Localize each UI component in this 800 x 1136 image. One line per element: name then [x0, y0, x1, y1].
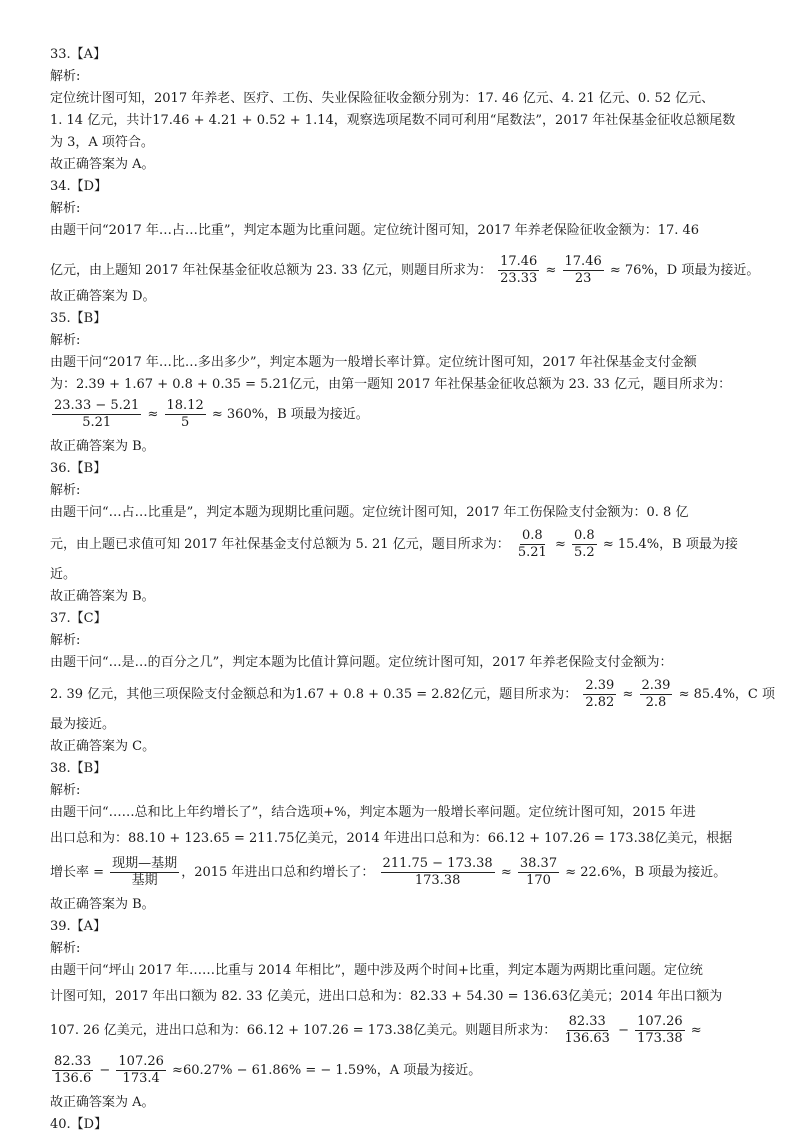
- text-segment: 亿美元；2014 年出口额为: [568, 989, 723, 1004]
- minus-symbol: −: [618, 1023, 629, 1038]
- analysis-text: [50, 824, 750, 854]
- numerator: 23.33 − 5.21: [54, 398, 140, 413]
- analysis-label: 解析:: [50, 633, 81, 648]
- analysis-label: 解析:: [50, 201, 81, 216]
- text-segment: 亿美元，2014 年进出口总和为：: [294, 831, 488, 846]
- math-result: ≈60.27% − 61.86% = − 1.59%: [172, 1063, 377, 1078]
- fraction: [635, 1014, 685, 1047]
- math-expression: 66.12 + 107.26 = 173.38: [246, 1023, 414, 1038]
- text-segment: 出口总和为：: [50, 831, 129, 846]
- fraction: [52, 398, 141, 431]
- analysis-text: [50, 242, 760, 286]
- answer-text: 故正确答案为 B。: [50, 589, 155, 604]
- text-segment: 亿美元。则题目所求为：: [413, 1023, 557, 1038]
- math-expression: 82.33 + 54.30 = 136.63: [409, 989, 569, 1004]
- text-segment: 亿元，题目所求为：: [460, 687, 578, 702]
- answer-text: 故正确答案为 D。: [50, 289, 156, 304]
- analysis-text: [50, 110, 750, 132]
- text-segment: ，2015 年进出口总和约增长了：: [181, 865, 375, 880]
- numerator: 107.26: [637, 1014, 683, 1029]
- text-segment: 2. 39 亿元，其他三项保险支付金额总和为: [50, 687, 296, 702]
- numerator: 2.39: [641, 678, 671, 693]
- analysis-text: 由题干问“…占…比重是”，判定本题为现期比重问题。定位统计图可知，2017 年工伤保险支付金额为：0. 8 亿: [50, 505, 689, 520]
- numerator: 38.37: [519, 856, 558, 871]
- analysis-label: 解析:: [50, 941, 81, 956]
- denominator: 23: [574, 271, 592, 286]
- question-heading: 34.【D】: [50, 179, 108, 194]
- fraction: [498, 254, 539, 287]
- analysis-text: [50, 982, 750, 1012]
- analysis-label: 解析:: [50, 783, 81, 798]
- numerator: 2.39: [585, 678, 615, 693]
- answer-text: 故正确答案为 B。: [50, 439, 155, 454]
- fraction: [562, 1014, 612, 1047]
- text-segment: 为：: [50, 377, 77, 392]
- fraction: [116, 1054, 166, 1087]
- text-segment: ，B 项最为接近。: [264, 407, 369, 422]
- denominator: 2.8: [645, 695, 667, 710]
- denominator: 5.21: [517, 545, 547, 560]
- numerator: 0.8: [573, 528, 595, 543]
- math-expression: 1.67 + 0.8 + 0.35 = 2.82: [295, 687, 461, 702]
- analysis-label: 解析:: [50, 69, 81, 84]
- approx-symbol: ≈: [554, 537, 566, 552]
- text-segment: 计图可知，2017 年出口额为 82. 33 亿美元，进出口总和为：: [50, 989, 410, 1004]
- solution-document: [50, 44, 776, 1136]
- denominator: 23.33: [500, 271, 538, 286]
- math-expression: 66.12 + 107.26 = 173.38: [487, 831, 655, 846]
- denominator: 基期: [131, 873, 158, 888]
- analysis-text: 定位统计图可知，2017 年养老、医疗、工伤、失业保险征收金额分别为：17. 46 亿元、4. 21 亿元、0. 52 亿元、: [50, 91, 715, 106]
- text-segment: ，B 项最为接: [659, 537, 738, 552]
- fraction: [640, 678, 673, 711]
- analysis-text: [50, 1012, 750, 1052]
- question-heading: 38.【B】: [50, 761, 107, 776]
- approx-symbol: ≈: [690, 1023, 702, 1038]
- analysis-label: 解析:: [50, 333, 81, 348]
- denominator: 173.38: [637, 1031, 683, 1046]
- fraction: [572, 528, 597, 561]
- analysis-text: [50, 1052, 750, 1092]
- math-expression: 2.39 + 1.67 + 0.8 + 0.35 = 5.21: [76, 377, 290, 392]
- denominator: 2.82: [585, 695, 615, 710]
- denominator: 173.4: [122, 1071, 160, 1086]
- question-heading: 36.【B】: [50, 461, 107, 476]
- approx-symbol: ≈: [147, 407, 159, 422]
- analysis-text: 由题干问“坪山 2017 年……比重与 2014 年相比”，题中涉及两个时间+比重，判定本题为两期比重问题。定位统: [50, 963, 703, 978]
- denominator: 173.38: [414, 873, 461, 888]
- numerator: 82.33: [54, 1054, 92, 1069]
- analysis-text: [50, 374, 750, 396]
- question-heading: 40.【D】: [50, 1117, 108, 1132]
- question-heading: 37.【C】: [50, 611, 107, 626]
- text-segment: 亿元，由第一题知 2017 年社保基金征收总额为 23. 33 亿元，题目所求为：: [289, 377, 732, 392]
- denominator: 136.6: [54, 1071, 92, 1086]
- answer-text: 故正确答案为 A。: [50, 157, 155, 172]
- numerator: 82.33: [568, 1014, 606, 1029]
- approx-symbol: ≈: [545, 263, 557, 278]
- analysis-text: 由题干问“…是…的百分之几”，判定本题为比值计算问题。定位统计图可知，2017 年养老保险支付金额为：: [50, 655, 673, 670]
- numerator: 现期—基期: [112, 856, 178, 871]
- text-segment: ，D 项最为接近。: [653, 263, 760, 278]
- numerator: 18.12: [166, 398, 204, 413]
- answer-text: 故正确答案为 A。: [50, 1095, 155, 1110]
- denominator: 5: [180, 415, 190, 430]
- math-result: ≈ 76%: [609, 263, 654, 278]
- fraction: [165, 398, 206, 431]
- math-expression: 88.10 + 123.65 = 211.75: [128, 831, 295, 846]
- fraction: [110, 856, 179, 889]
- denominator: 170: [526, 873, 551, 888]
- numerator: 211.75 − 173.38: [382, 856, 493, 871]
- growth-rate-label: 增长率 =: [50, 865, 105, 880]
- answer-text: 故正确答案为 B。: [50, 897, 155, 912]
- approx-symbol: ≈: [500, 865, 512, 880]
- minus-symbol: −: [99, 1063, 111, 1078]
- text-segment: ，C 项: [734, 687, 776, 702]
- text-segment: 107. 26 亿美元，进出口总和为：: [50, 1023, 247, 1038]
- fraction: [583, 678, 616, 711]
- text-segment: ，观察选项尾数不同可利用“尾数法”，2017 年社保基金征收总额尾数: [333, 113, 736, 128]
- numerator: 0.8: [521, 528, 543, 543]
- fraction: [52, 1054, 93, 1087]
- analysis-text: [50, 854, 750, 894]
- math-result: ≈ 22.6%: [565, 865, 622, 880]
- analysis-text: [50, 674, 776, 714]
- text-segment: 1. 14 亿元，共计: [50, 113, 153, 128]
- question-heading: 35.【B】: [50, 311, 107, 326]
- analysis-text: [50, 396, 750, 436]
- numerator: 107.26: [118, 1054, 164, 1069]
- analysis-label: 解析:: [50, 483, 81, 498]
- numerator: 17.46: [500, 254, 538, 269]
- question-heading: 39.【A】: [50, 919, 107, 934]
- text-segment: 亿美元，根据: [654, 831, 733, 846]
- fraction: [381, 856, 495, 889]
- question-heading: 33.【A】: [50, 47, 107, 62]
- approx-symbol: ≈: [622, 687, 634, 702]
- numerator: 17.46: [564, 254, 602, 269]
- analysis-text: [50, 524, 750, 564]
- fraction: [563, 254, 604, 287]
- text-segment: ，B 项最为接近。: [621, 865, 727, 880]
- text-segment: ，A 项最为接近。: [376, 1063, 482, 1078]
- analysis-text: 由题干问“2017 年…占…比重”，判定本题为比重问题。定位统计图可知，2017 年养老保险征收金额为：17. 46: [50, 223, 700, 238]
- text-segment: 亿元，由上题知 2017 年社保基金征收总额为 23. 33 亿元，则题目所求为：: [50, 263, 492, 278]
- math-result: ≈ 15.4%: [602, 537, 660, 552]
- denominator: 136.63: [564, 1031, 610, 1046]
- analysis-text: 由题干问“2017 年…比…多出多少”，判定本题为一般增长率计算。定位统计图可知，2017 年社保基金支付金额: [50, 355, 697, 370]
- math-result: ≈ 85.4%: [678, 687, 735, 702]
- denominator: 5.21: [82, 415, 112, 430]
- analysis-text: 近。: [50, 567, 77, 582]
- analysis-text: 由题干问“……总和比上年约增长了”，结合选项+%，判定本题为一般增长率问题。定位统计图可知，2015 年进: [50, 805, 696, 820]
- analysis-text: 最为接近。: [50, 717, 116, 732]
- answer-text: 故正确答案为 C。: [50, 739, 156, 754]
- fraction: [516, 528, 549, 561]
- analysis-text: 为 3，A 项符合。: [50, 135, 154, 150]
- math-expression: 17.46 + 4.21 + 0.52 + 1.14: [152, 113, 334, 128]
- math-result: ≈ 360%: [211, 407, 265, 422]
- fraction: [518, 856, 559, 889]
- text-segment: 元，由上题已求值可知 2017 年社保基金支付总额为 5. 21 亿元，题目所求为：: [50, 537, 510, 552]
- denominator: 5.2: [573, 545, 595, 560]
